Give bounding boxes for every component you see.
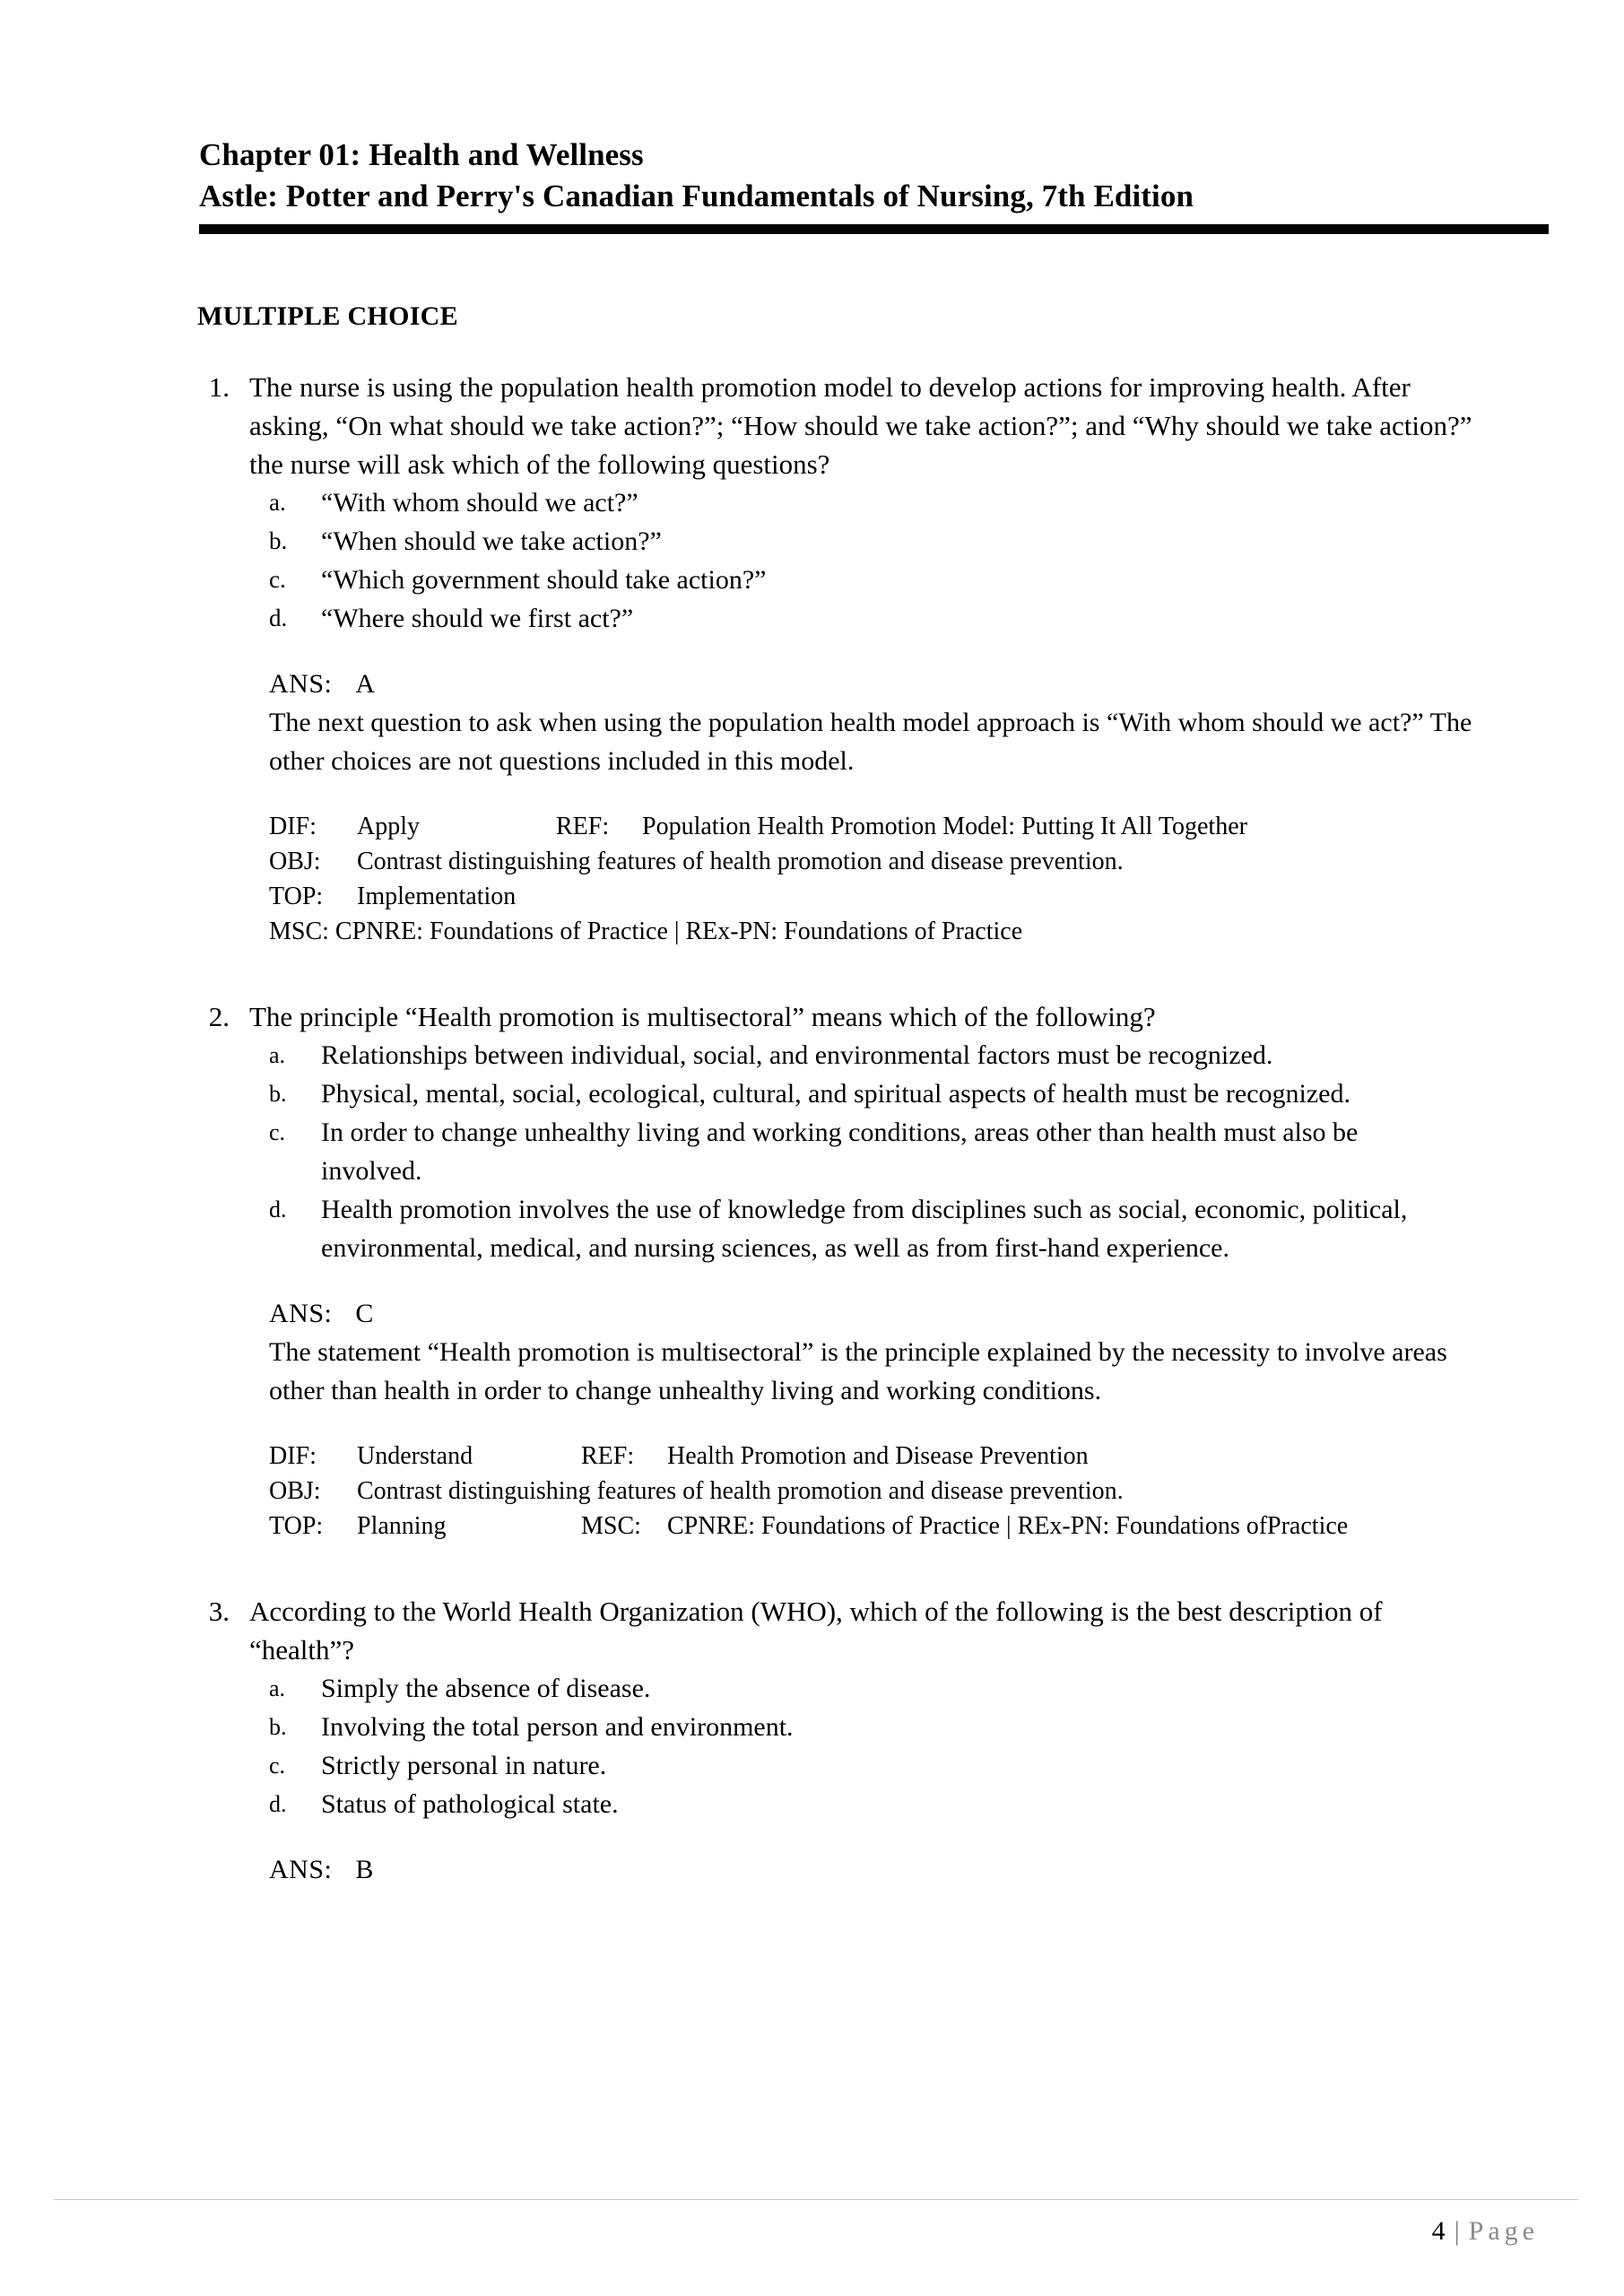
answer-rationale: The next question to ask when using the population health model approach is “With whom should we act?” The other choices are not questions included in this model. bbox=[269, 708, 1472, 776]
metadata-key-dif: DIF: bbox=[269, 813, 317, 840]
footer-page-number: 4 bbox=[1431, 2216, 1446, 2246]
section-title-multiple-choice: MULTIPLE CHOICE bbox=[197, 301, 458, 331]
answer-line bbox=[269, 1294, 1560, 1333]
metadata-value-top: Implementation bbox=[357, 883, 517, 910]
metadata-row-dif-ref bbox=[269, 1439, 1560, 1474]
question-text: The principle “Health promotion is multisectoral” means which of the following? bbox=[249, 1001, 1156, 1032]
metadata-row-dif-ref bbox=[269, 809, 1560, 844]
option-letter: d. bbox=[269, 1196, 287, 1222]
answer-options-list bbox=[197, 483, 1560, 638]
option-text: “With whom should we act?” bbox=[321, 488, 638, 517]
option-text: Involving the total person and environment. bbox=[321, 1712, 794, 1742]
metadata-value-ref: Population Health Promotion Model: Putting It All Together bbox=[642, 813, 1247, 840]
option-letter: a. bbox=[269, 489, 286, 516]
answer-option[interactable] bbox=[197, 1113, 1560, 1190]
metadata-value-dif: Understand bbox=[357, 1442, 473, 1470]
questions-container bbox=[197, 368, 1560, 1889]
footer-separator: | bbox=[1454, 2216, 1460, 2246]
answer-option[interactable] bbox=[197, 1036, 1560, 1074]
answer-option[interactable] bbox=[197, 1708, 1560, 1746]
answer-option[interactable] bbox=[197, 1190, 1560, 1267]
question-block bbox=[197, 368, 1560, 949]
option-letter: a. bbox=[269, 1042, 286, 1068]
option-text: In order to change unhealthy living and working conditions, areas other than health must also be involved. bbox=[321, 1118, 1359, 1186]
question-number: 2. bbox=[208, 1001, 230, 1032]
answer-label: ANS: bbox=[269, 1855, 333, 1884]
question-spacer bbox=[197, 949, 1560, 997]
question-block bbox=[197, 997, 1560, 1544]
question-stem-row bbox=[197, 1592, 1560, 1669]
option-letter: d. bbox=[269, 1791, 287, 1817]
answer-block bbox=[197, 1294, 1560, 1410]
question-metadata bbox=[197, 809, 1560, 949]
answer-value: C bbox=[355, 1299, 374, 1328]
option-letter: b. bbox=[269, 1081, 287, 1107]
question-stem-row bbox=[197, 368, 1560, 483]
page-footer bbox=[1432, 2213, 1539, 2249]
option-text: Simply the absence of disease. bbox=[321, 1674, 651, 1703]
metadata-key-msc: MSC: bbox=[581, 1512, 641, 1540]
metadata-value-top: Planning bbox=[357, 1512, 447, 1540]
answer-options-list bbox=[197, 1036, 1560, 1267]
option-text: “Which government should take action?” bbox=[321, 565, 767, 595]
document-header bbox=[199, 135, 1544, 217]
answer-line bbox=[269, 1850, 1560, 1889]
metadata-value-dif: Apply bbox=[357, 813, 420, 840]
option-text: Relationships between individual, social, and environmental factors must be recognized. bbox=[321, 1040, 1273, 1070]
metadata-key-top: TOP: bbox=[269, 1512, 324, 1540]
question-spacer bbox=[197, 1544, 1560, 1592]
option-text: Health promotion involves the use of knowledge from disciplines such as social, economic, political, environmental, medical, and nursing sciences, as well as from first-hand experience. bbox=[321, 1195, 1408, 1263]
metadata-row-obj bbox=[269, 844, 1560, 879]
metadata-row-top bbox=[269, 879, 1560, 914]
question-text: According to the World Health Organization (WHO), which of the following is the best description of “health”? bbox=[249, 1596, 1383, 1665]
metadata-value-obj: Contrast distinguishing features of health promotion and disease prevention. bbox=[357, 1477, 1124, 1505]
question-block bbox=[197, 1592, 1560, 1889]
answer-options-list bbox=[197, 1669, 1560, 1823]
header-chapter-title: Chapter 01: Health and Wellness bbox=[199, 137, 644, 172]
metadata-key-top: TOP: bbox=[269, 883, 324, 910]
answer-option[interactable] bbox=[197, 599, 1560, 638]
metadata-value-msc: MSC: CPNRE: Foundations of Practice | REx-PN: Foundations of Practice bbox=[269, 918, 1023, 945]
option-letter: d. bbox=[269, 604, 288, 631]
metadata-key-dif: DIF: bbox=[269, 1442, 317, 1470]
answer-option[interactable] bbox=[197, 483, 1560, 522]
metadata-row-top-msc bbox=[269, 1509, 1560, 1544]
metadata-row-obj bbox=[269, 1474, 1560, 1509]
option-text: “When should we take action?” bbox=[321, 526, 662, 556]
option-letter: c. bbox=[269, 1752, 286, 1779]
answer-value: B bbox=[355, 1855, 374, 1884]
question-number: 3. bbox=[208, 1596, 230, 1627]
option-letter: c. bbox=[269, 1119, 286, 1145]
metadata-key-obj: OBJ: bbox=[269, 848, 321, 875]
answer-label: ANS: bbox=[269, 669, 333, 699]
answer-block bbox=[197, 665, 1560, 780]
metadata-key-ref: REF: bbox=[581, 1442, 635, 1470]
metadata-value-obj: Contrast distinguishing features of health promotion and disease prevention. bbox=[357, 848, 1124, 875]
option-text: Strictly personal in nature. bbox=[321, 1751, 607, 1780]
metadata-value-msc: CPNRE: Foundations of Practice | REx-PN: Foundations ofPractice bbox=[667, 1512, 1349, 1540]
option-letter: b. bbox=[269, 527, 288, 554]
option-text: Physical, mental, social, ecological, cultural, and spiritual aspects of health must be recognized. bbox=[321, 1079, 1350, 1109]
answer-option[interactable] bbox=[197, 561, 1560, 599]
question-stem-row bbox=[197, 997, 1560, 1036]
option-letter: c. bbox=[269, 566, 286, 593]
question-text: The nurse is using the population health promotion model to develop actions for improving health. After asking, “On what should we take action?”; “How should we take action?”; and “Why should we take action?” the nurse will ask which of the following questions? bbox=[249, 371, 1472, 480]
metadata-row-msc bbox=[269, 914, 1560, 949]
answer-rationale: The statement “Health promotion is multisectoral” is the principle explained by the necessity to involve areas other than health in order to change unhealthy living and working conditions. bbox=[269, 1337, 1447, 1405]
answer-block bbox=[197, 1850, 1560, 1889]
answer-line bbox=[269, 665, 1560, 703]
answer-value: A bbox=[355, 669, 376, 699]
option-letter: a. bbox=[269, 1675, 286, 1701]
answer-option[interactable] bbox=[197, 1746, 1560, 1785]
footer-divider-rule bbox=[54, 2199, 1578, 2200]
question-metadata bbox=[197, 1439, 1560, 1544]
question-number: 1. bbox=[208, 371, 230, 403]
answer-option[interactable] bbox=[197, 1074, 1560, 1113]
answer-label: ANS: bbox=[269, 1299, 333, 1328]
answer-option[interactable] bbox=[197, 1669, 1560, 1708]
option-text: Status of pathological state. bbox=[321, 1789, 619, 1819]
header-divider-rule bbox=[199, 224, 1549, 234]
metadata-value-ref: Health Promotion and Disease Prevention bbox=[667, 1442, 1089, 1470]
answer-option[interactable] bbox=[197, 1785, 1560, 1823]
metadata-key-obj: OBJ: bbox=[269, 1477, 321, 1505]
option-text: “Where should we first act?” bbox=[321, 604, 634, 633]
option-letter: b. bbox=[269, 1714, 287, 1740]
header-book-title: Astle: Potter and Perry's Canadian Fundamentals of Nursing, 7th Edition bbox=[199, 178, 1194, 213]
metadata-key-ref: REF: bbox=[556, 813, 610, 840]
footer-page-label: Page bbox=[1468, 2216, 1539, 2246]
answer-option[interactable] bbox=[197, 522, 1560, 561]
